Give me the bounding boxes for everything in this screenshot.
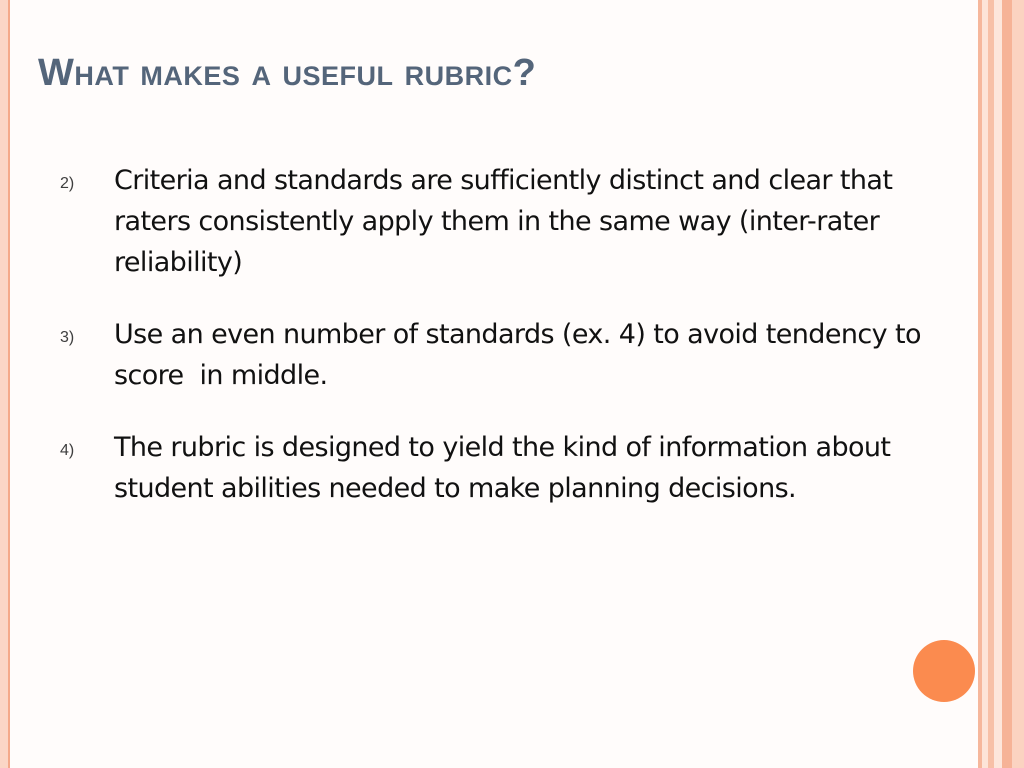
bullet-item — [60, 314, 960, 396]
bullet-number: 4) — [60, 442, 75, 459]
bullet-number: 3) — [60, 329, 75, 346]
bullet-item — [60, 160, 960, 283]
bullet-text: The rubric is designed to yield the kind of information about student abilities needed to make planning decisions. — [114, 432, 899, 504]
slide-title: What makes a useful rubric? — [38, 52, 537, 94]
right-border-stripe — [1012, 0, 1024, 768]
right-border-stripe — [1002, 0, 1012, 768]
bullet-number: 2) — [60, 175, 75, 192]
bullet-item — [60, 427, 960, 509]
decorative-circle-icon — [913, 640, 975, 702]
bullet-list — [60, 160, 960, 540]
left-border-line — [8, 0, 10, 768]
bullet-text: Use an even number of standards (ex. 4) to avoid tendency to score in middle. — [114, 319, 929, 391]
right-border-stripe — [994, 0, 1002, 768]
bullet-text: Criteria and standards are sufficiently distinct and clear that raters consistently apply them in the same way (inter-rater reliability) — [114, 165, 901, 278]
